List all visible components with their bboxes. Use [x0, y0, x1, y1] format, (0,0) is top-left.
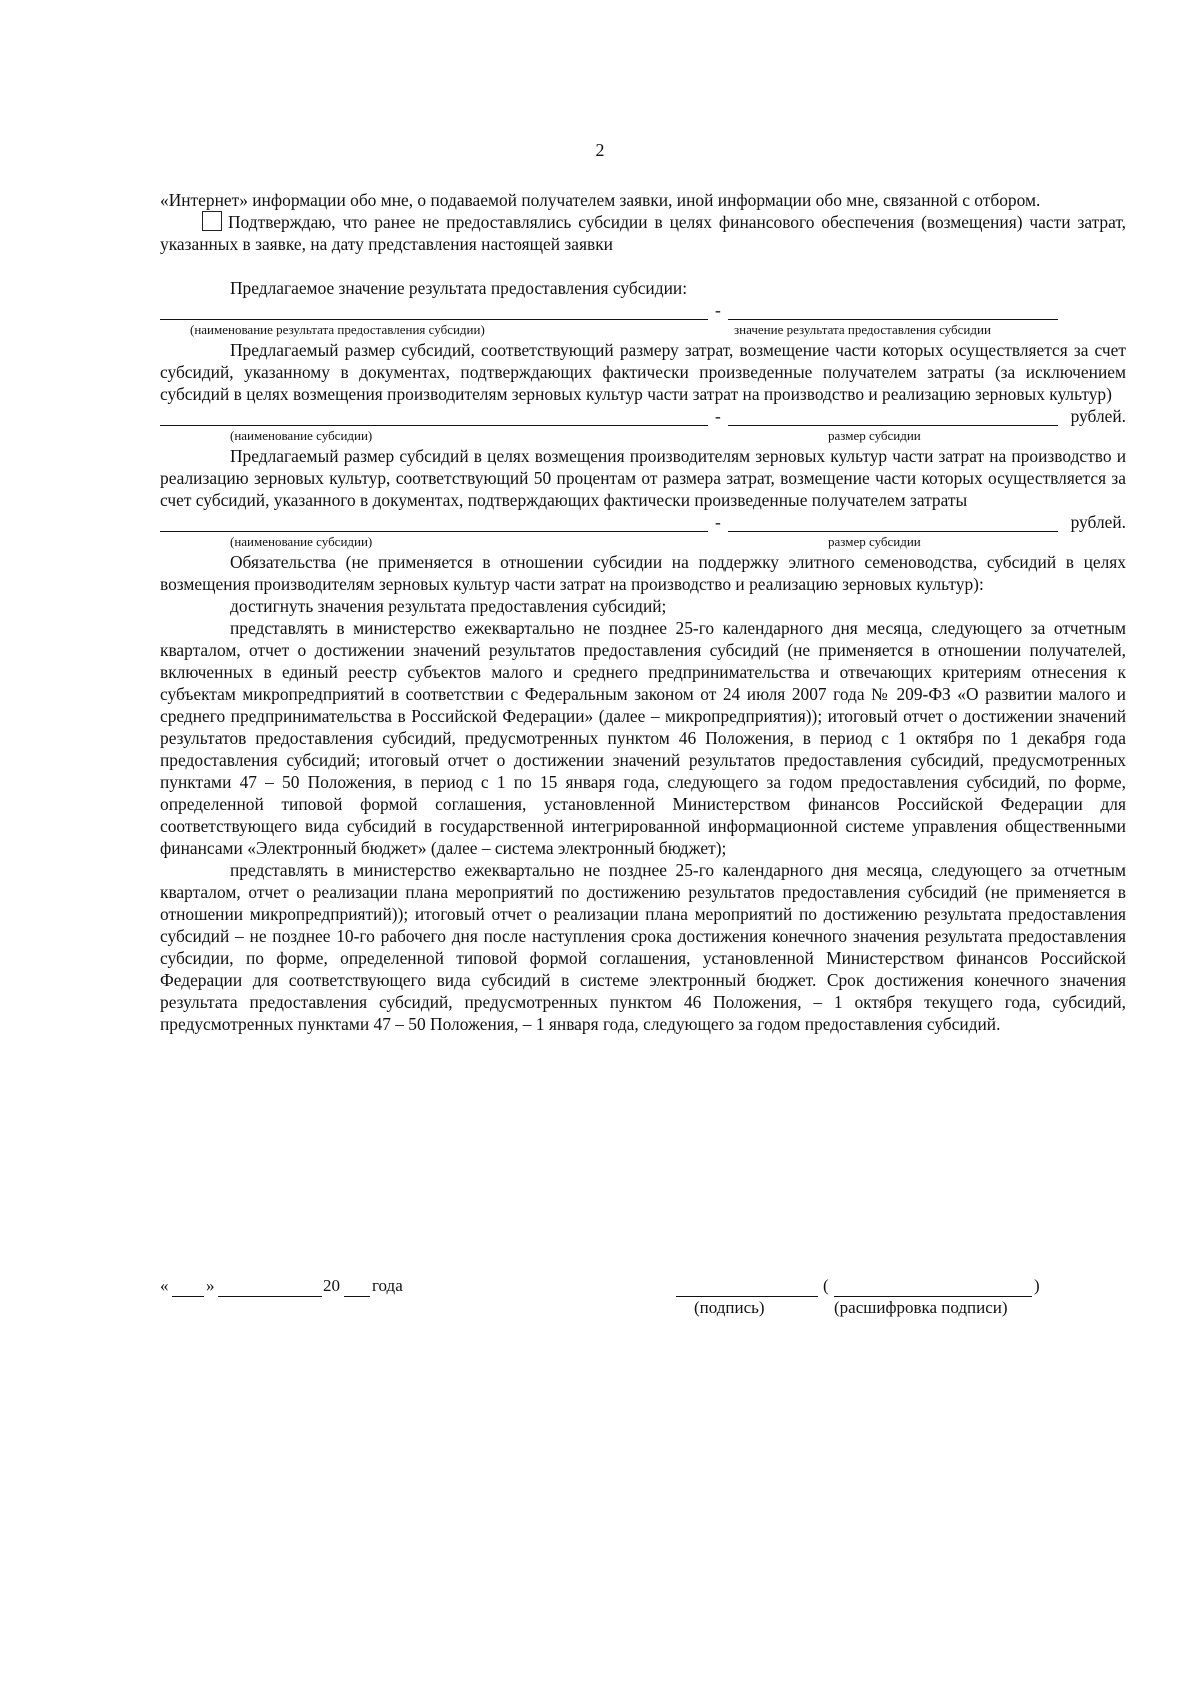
dash-separator: - — [715, 300, 721, 320]
result-value-line[interactable] — [728, 301, 1058, 320]
subsidy-name-line-1[interactable] — [160, 407, 708, 426]
paragraph-achieve: достигнуть значения результата предоставления субсидий; — [230, 596, 667, 616]
date-year-word: года — [372, 1276, 403, 1295]
subsidy-captions-1 — [160, 427, 1126, 445]
caption-subsidy-name-2: (наименование субсидии) — [230, 534, 373, 549]
caption-subsidy-name-1: (наименование субсидии) — [230, 428, 373, 443]
caption-result-name: (наименование результата предоставления субсидии) — [190, 322, 485, 337]
signature-decode-line[interactable] — [834, 1280, 1032, 1297]
subsidy-size-line-1[interactable] — [728, 407, 1058, 426]
paragraph-confirmation — [160, 211, 1126, 255]
paragraph-report-results: представлять в министерство ежеквартально не позднее 25-го календарного дня месяца, следующего за отчетным кварталом, отчет о достижении значений результатов предоставления субсидий (не применяется в отношении получателей, включенных в единый реестр субъектов малого и среднего предпринимательства и отвечающих критериям отнесения к субъектам микропредприятий в соответствии с Федеральным законом от 24 июля 2007 года № 209-ФЗ «О развитии малого и среднего предпринимательства в Российской Федерации» (далее – микропредприятия)); итоговый отчет о достижении значений результатов предоставления субсидий, предусмотренных пунктом 46 Положения, в период с 1 октября по 1 декабря года предоставления субсидий; итоговый отчет о достижении значений результатов предоставления субсидий, предусмотренных пунктами 47 – 50 Положения, в период с 1 по 15 января года, следующего за годом предоставления субсидий, по форме, определенной типовой формой соглашения, установленной Министерством финансов Российской Федерации для соответствующего вида субсидий в государственной интегрированной информационной системе управления общественными финансами «Электронный бюджет» (далее – система электронный бюджет); — [160, 618, 1126, 858]
result-fill-row — [160, 299, 1126, 321]
caption-signature-decode: (расшифровка подписи) — [834, 1298, 1008, 1317]
result-name-line[interactable] — [160, 301, 708, 320]
document-body — [160, 189, 1126, 1035]
date-quote-open: « — [160, 1276, 169, 1295]
result-captions — [160, 321, 1126, 339]
confirmation-checkbox[interactable] — [202, 211, 222, 231]
paren-close: ) — [1034, 1276, 1040, 1295]
subsidy-size-line-2[interactable] — [728, 513, 1058, 532]
paren-open: ( — [823, 1276, 829, 1295]
dash-separator: - — [715, 512, 721, 532]
rubles-label-2: рублей. — [1070, 512, 1126, 532]
paragraph-internet-info: «Интернет» информации обо мне, о подаваемой получателем заявки, иной информации обо мне, связанной с отбором. — [160, 190, 1041, 210]
subsidy-name-line-2[interactable] — [160, 513, 708, 532]
subsidy-captions-2 — [160, 533, 1126, 551]
paragraph-proposed-result: Предлагаемое значение результата предоставления субсидии: — [230, 278, 688, 298]
signature-line[interactable] — [676, 1280, 818, 1297]
subsidy-fill-row-1 — [160, 405, 1126, 427]
paragraph-proposed-size: Предлагаемый размер субсидий, соответствующий размеру затрат, возмещение части которых осуществляется за счет субсидий, указанному в документах, подтверждающих фактически произведенные получателем затраты (за исключением субсидий в целях возмещения производителям зерновых культур части затрат на производство и реализацию зерновых культур) — [160, 340, 1126, 404]
rubles-label-1: рублей. — [1070, 406, 1126, 426]
subsidy-fill-row-2 — [160, 511, 1126, 533]
page-number: 2 — [595, 140, 605, 160]
date-year-prefix: 20 — [323, 1276, 340, 1295]
dash-separator: - — [715, 406, 721, 426]
caption-signature: (подпись) — [694, 1298, 765, 1317]
paragraph-grain-subsidy: Предлагаемый размер субсидий в целях возмещения производителям зерновых культур части затрат на производство и реализацию зерновых культур, соответствующий 50 процентам от размера затрат, возмещение части которых осуществляется за счет субсидий, указанного в документах, подтверждающих фактически произведенные получателем затраты — [160, 446, 1126, 510]
date-day-line[interactable] — [172, 1280, 204, 1297]
date-quote-close: » — [206, 1276, 215, 1295]
date-month-line[interactable] — [218, 1280, 322, 1297]
caption-result-value: значение результата предоставления субсидии — [734, 322, 991, 337]
date-year-line[interactable] — [344, 1280, 370, 1297]
caption-subsidy-size-2: размер субсидии — [828, 534, 921, 549]
paragraph-obligations: Обязательства (не применяется в отношении субсидии на поддержку элитного семеноводства, субсидий в целях возмещения производителям зерновых культур части затрат на производство и реализацию зерновых культур): — [160, 552, 1126, 594]
paragraph-report-plan: представлять в министерство ежеквартально не позднее 25-го календарного дня месяца, следующего за отчетным кварталом, отчет о реализации плана мероприятий по достижению результатов предоставления субсидий (не применяется в отношении микропредприятий)); итоговый отчет о реализации плана мероприятий по достижению результата предоставления субсидий – не позднее 10-го рабочего дня после наступления срока достижения конечного значения результата предоставления субсидии, по форме, определенной типовой формой соглашения, установленной Министерством финансов Российской Федерации для соответствующего вида субсидий в системе электронный бюджет. Срок достижения конечного значения результата предоставления субсидий, предусмотренных пунктом 46 Положения, – 1 октября текущего года, субсидий, предусмотренных пунктами 47 – 50 Положения, – 1 января года, следующего за годом предоставления субсидий. — [160, 860, 1126, 1034]
caption-subsidy-size-1: размер субсидии — [828, 428, 921, 443]
confirmation-text: Подтверждаю, что ранее не предоставлялись субсидии в целях финансового обеспечения (возмещения) части затрат, указанных в заявке, на дату представления настоящей заявки — [160, 212, 1126, 254]
signature-block — [160, 1276, 1126, 1336]
